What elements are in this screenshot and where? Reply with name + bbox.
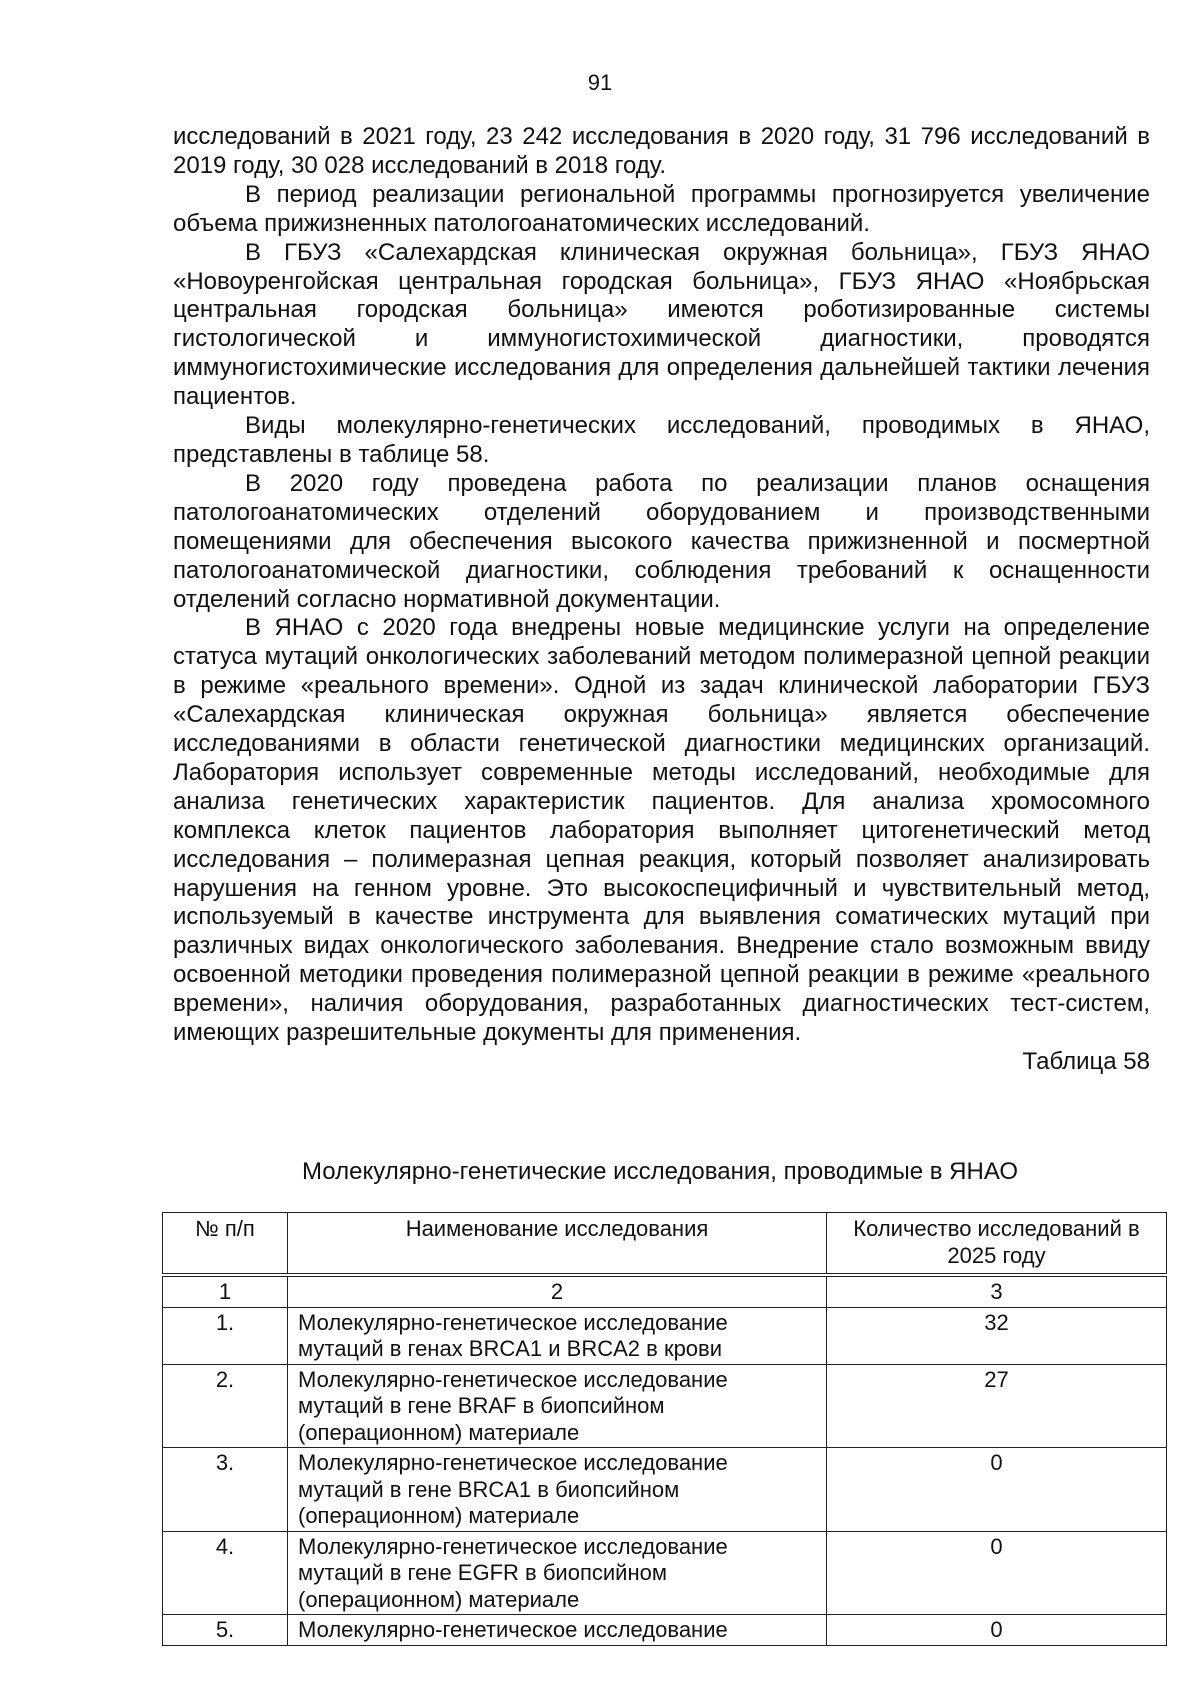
row-count-cell: 0 xyxy=(827,1531,1167,1615)
table-row xyxy=(163,1448,1167,1532)
row-number-cell: 4. xyxy=(163,1531,288,1615)
page-number: 91 xyxy=(587,70,613,95)
header-number: № п/п xyxy=(163,1213,288,1276)
research-table xyxy=(162,1212,1167,1646)
table-row xyxy=(163,1531,1167,1615)
row-count-cell: 0 xyxy=(827,1615,1167,1646)
row-name-cell: Молекулярно-генетическое исследование мутаций в гене EGFR в биопсийном (операционном) материале xyxy=(288,1531,827,1615)
paragraph: В период реализации региональной программы прогнозируется увеличение объема прижизненных патологоанатомических исследований. xyxy=(173,180,1150,237)
header-name: Наименование исследования xyxy=(288,1213,827,1276)
row-name-cell: Молекулярно-генетическое исследование xyxy=(288,1615,827,1646)
row-name-cell: Молекулярно-генетическое исследование мутаций в генах BRCA1 и BRCA2 в крови xyxy=(288,1307,827,1364)
table-row xyxy=(163,1364,1167,1448)
table-body xyxy=(163,1275,1167,1645)
row-count-cell: 32 xyxy=(827,1307,1167,1364)
row-count-cell: 0 xyxy=(827,1448,1167,1532)
row-number-cell: 3. xyxy=(163,1448,288,1532)
body-text xyxy=(173,123,1150,1077)
table-title: Молекулярно-генетические исследования, проводимые в ЯНАО xyxy=(302,1158,1018,1185)
table-caption: Таблица 58 xyxy=(1022,1048,1150,1075)
table-header xyxy=(163,1213,1167,1276)
table-row xyxy=(163,1615,1167,1646)
paragraph: Виды молекулярно-генетических исследований, проводимых в ЯНАО, представлены в таблице 58. xyxy=(173,412,1150,468)
row-number-cell: 1. xyxy=(163,1307,288,1364)
column-number-row xyxy=(163,1275,1167,1307)
row-count-cell: 27 xyxy=(827,1364,1167,1448)
paragraph: исследований в 2021 году, 23 242 исследования в 2020 году, 31 796 исследований в 2019 году, 30 028 исследований в 2018 году. xyxy=(173,123,1150,179)
paragraph: В ГБУЗ «Салехардская клиническая окружная больница», ГБУЗ ЯНАО «Новоуренгойская центральная городская больница», ГБУЗ ЯНАО «Ноябрьская центральная городская больница» имеются роботизированные системы гистологической и иммуногистохимической диагностики, проводятся иммуногистохимические исследования для определения дальнейшей тактики лечения пациентов. xyxy=(173,238,1150,411)
row-number-cell: 2. xyxy=(163,1364,288,1448)
table-row xyxy=(163,1307,1167,1364)
column-number-cell: 1 xyxy=(163,1275,288,1307)
row-number-cell: 5. xyxy=(163,1615,288,1646)
header-count: Количество исследований в 2025 году xyxy=(827,1213,1167,1276)
paragraph: В 2020 году проведена работа по реализации планов оснащения патологоанатомических отделений оборудованием и производственными помещениями для обеспечения высокого качества прижизненной и посмертной патологоанатомической диагностики, соблюдения требований к оснащенности отделений согласно нормативной документации. xyxy=(173,469,1150,613)
column-number-cell: 3 xyxy=(827,1275,1167,1307)
table-header-row xyxy=(163,1213,1167,1276)
paragraph: В ЯНАО с 2020 года внедрены новые медицинские услуги на определение статуса мутаций онкологических заболеваний методом полимеразной цепной реакции в режиме «реального времени». Одной из задач клинической лаборатории ГБУЗ «Салехардская клиническая окружная больница» является обеспечение исследованиями в области генетической диагностики медицинских организаций. Лаборатория использует современные методы исследований, необходимые для анализа генетических характеристик пациентов. Для анализа хромосомного комплекса клеток пациентов лаборатория выполняет цитогенетический метод исследования – полимеразная цепная реакция, который позволяет анализировать нарушения на генном уровне. Это высокоспецифичный и чувствительный метод, используемый в качестве инструмента для выявления соматических мутаций при различных видах онкологического заболевания. Внедрение стало возможным ввиду освоенной методики проведения полимеразной цепной реакции в режиме «реального времени», наличия оборудования, разработанных диагностических тест-систем, имеющих разрешительные документы для применения. xyxy=(173,614,1150,1047)
row-name-cell: Молекулярно-генетическое исследование мутаций в гене BRCA1 в биопсийном (операционном) материале xyxy=(288,1448,827,1532)
column-number-cell: 2 xyxy=(288,1275,827,1307)
row-name-cell: Молекулярно-генетическое исследование мутаций в гене BRAF в биопсийном (операционном) материале xyxy=(288,1364,827,1448)
